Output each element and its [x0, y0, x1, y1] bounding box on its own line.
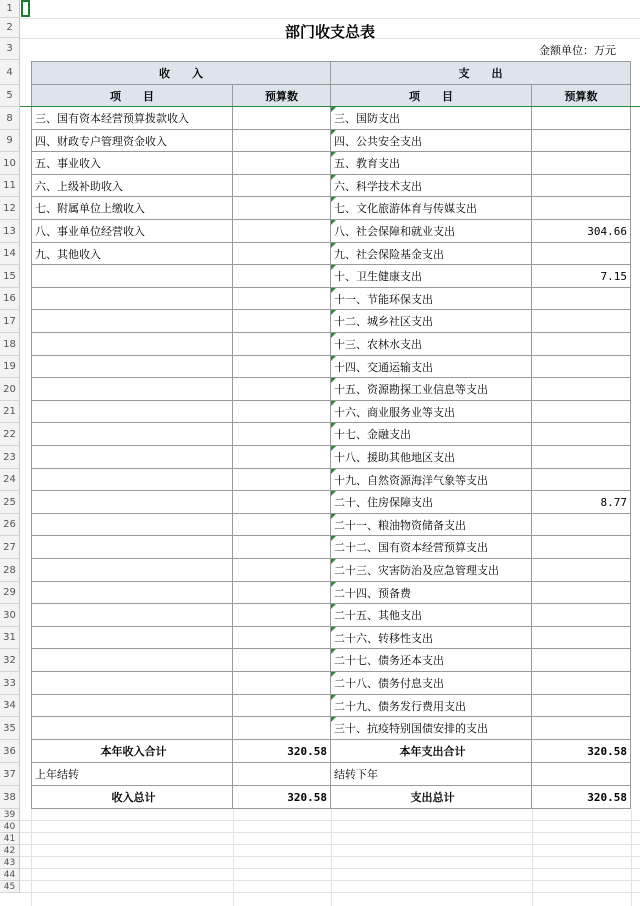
- expense-total-value[interactable]: 320.58: [532, 740, 631, 763]
- expense-budget-cell[interactable]: [532, 310, 631, 333]
- income-budget-cell[interactable]: [233, 175, 331, 197]
- expense-budget-cell[interactable]: 304.66: [532, 220, 631, 243]
- income-budget-cell[interactable]: [233, 220, 331, 243]
- income-item-cell[interactable]: [31, 582, 233, 604]
- comment-marker: [331, 446, 336, 451]
- income-budget-cell[interactable]: [233, 243, 331, 265]
- row-header[interactable]: 21: [0, 401, 20, 423]
- expense-budget-cell[interactable]: [532, 401, 631, 423]
- gridline: [631, 809, 632, 906]
- income-item-cell[interactable]: 九、其他收入: [31, 243, 233, 265]
- comment-marker: [331, 559, 336, 564]
- comment-marker: [331, 582, 336, 587]
- row-header[interactable]: 2: [0, 18, 20, 38]
- income-item-cell[interactable]: [31, 536, 233, 559]
- comment-marker: [331, 672, 336, 677]
- expense-item-cell[interactable]: 十三、农林水支出: [331, 333, 532, 356]
- comment-marker: [331, 649, 336, 654]
- expense-item-cell[interactable]: 十六、商业服务业等支出: [331, 401, 532, 423]
- row-header[interactable]: 9: [0, 130, 20, 152]
- expense-item-cell[interactable]: 八、社会保障和就业支出: [331, 220, 532, 243]
- row-header[interactable]: 27: [0, 536, 20, 559]
- row-header[interactable]: 15: [0, 265, 20, 288]
- expense-budget-cell[interactable]: [532, 288, 631, 310]
- comment-marker: [331, 265, 336, 270]
- row-header[interactable]: 33: [0, 672, 20, 695]
- gridline: [20, 820, 640, 821]
- expense-item-cell[interactable]: 三十、抗疫特别国债安排的支出: [331, 717, 532, 740]
- income-budget-cell[interactable]: [233, 288, 331, 310]
- income-budget-cell[interactable]: [233, 491, 331, 514]
- row-header[interactable]: 3: [0, 38, 20, 60]
- income-budget-cell[interactable]: [233, 695, 331, 717]
- expense-budget-cell[interactable]: [532, 152, 631, 175]
- comment-marker: [331, 514, 336, 519]
- row-header[interactable]: 17: [0, 310, 20, 333]
- income-item-cell[interactable]: [31, 491, 233, 514]
- income-budget-cell[interactable]: [233, 446, 331, 469]
- row-header[interactable]: 39: [0, 809, 20, 821]
- row-header[interactable]: 37: [0, 763, 20, 786]
- row-header[interactable]: 36: [0, 740, 20, 763]
- expense-item-cell[interactable]: 二十四、预备费: [331, 582, 532, 604]
- income-item-cell[interactable]: [31, 356, 233, 378]
- row-header[interactable]: 31: [0, 627, 20, 649]
- income-item-cell[interactable]: [31, 672, 233, 695]
- income-budget-cell[interactable]: [233, 333, 331, 356]
- expense-item-cell[interactable]: 二十九、债务发行费用支出: [331, 695, 532, 717]
- gridline: [532, 809, 533, 906]
- income-budget-cell[interactable]: [233, 197, 331, 220]
- row-header[interactable]: 12: [0, 197, 20, 220]
- expense-item-cell[interactable]: 二十三、灾害防治及应急管理支出: [331, 559, 532, 582]
- expense-budget-cell[interactable]: [532, 672, 631, 695]
- expense-budget-cell[interactable]: [532, 649, 631, 672]
- income-budget-cell[interactable]: [233, 604, 331, 627]
- expense-item-cell[interactable]: 六、科学技术支出: [331, 175, 532, 197]
- expense-item-cell[interactable]: 二十一、粮油物资储备支出: [331, 514, 532, 536]
- row-header[interactable]: 14: [0, 243, 20, 265]
- income-item-cell[interactable]: [31, 514, 233, 536]
- expense-budget-cell[interactable]: [532, 175, 631, 197]
- income-item-cell[interactable]: [31, 333, 233, 356]
- expense-budget-cell[interactable]: [532, 582, 631, 604]
- row-header[interactable]: 16: [0, 288, 20, 310]
- income-header[interactable]: 收 入: [31, 61, 331, 85]
- row-header[interactable]: 35: [0, 717, 20, 740]
- expense-budget-cell[interactable]: [532, 197, 631, 220]
- comment-marker: [331, 107, 336, 112]
- row-header[interactable]: 40: [0, 821, 20, 833]
- gridline: [20, 892, 640, 893]
- expense-item-cell[interactable]: 二十八、债务付息支出: [331, 672, 532, 695]
- row-header[interactable]: 34: [0, 695, 20, 717]
- income-budget-cell[interactable]: [233, 401, 331, 423]
- expense-budget-cell[interactable]: [532, 717, 631, 740]
- expense-budget-header[interactable]: 预算数: [532, 85, 631, 107]
- income-budget-cell[interactable]: [233, 356, 331, 378]
- income-item-cell[interactable]: [31, 446, 233, 469]
- comment-marker: [331, 469, 336, 474]
- expense-item-cell[interactable]: 二十二、国有资本经营预算支出: [331, 536, 532, 559]
- income-item-cell[interactable]: [31, 310, 233, 333]
- expense-item-cell[interactable]: 十四、交通运输支出: [331, 356, 532, 378]
- comment-marker: [331, 356, 336, 361]
- row-header[interactable]: 10: [0, 152, 20, 175]
- row-header[interactable]: 41: [0, 833, 20, 845]
- expense-budget-cell[interactable]: [532, 446, 631, 469]
- income-total-value[interactable]: 320.58: [233, 740, 331, 763]
- gridline: [331, 809, 332, 906]
- expense-item-cell[interactable]: 二十七、债务还本支出: [331, 649, 532, 672]
- expense-budget-cell[interactable]: [532, 604, 631, 627]
- row-header[interactable]: 22: [0, 423, 20, 446]
- comment-marker: [331, 243, 336, 248]
- comment-marker: [331, 378, 336, 383]
- row-header[interactable]: 29: [0, 582, 20, 604]
- income-budget-cell[interactable]: [233, 649, 331, 672]
- row-header[interactable]: 4: [0, 60, 20, 85]
- comment-marker: [331, 401, 336, 406]
- income-budget-cell[interactable]: [233, 310, 331, 333]
- expense-total-value[interactable]: 320.58: [532, 786, 631, 809]
- row-header[interactable]: 45: [0, 881, 20, 893]
- income-budget-cell[interactable]: [233, 152, 331, 175]
- row-header[interactable]: 8: [0, 107, 20, 130]
- income-item-cell[interactable]: [31, 469, 233, 491]
- income-item-cell[interactable]: 八、事业单位经营收入: [31, 220, 233, 243]
- expense-item-cell[interactable]: 二十、住房保障支出: [331, 491, 532, 514]
- income-budget-cell[interactable]: [233, 469, 331, 491]
- expense-total-label[interactable]: 结转下年: [331, 763, 532, 786]
- income-item-cell[interactable]: [31, 378, 233, 401]
- expense-budget-cell[interactable]: [532, 107, 631, 130]
- income-total-label[interactable]: 本年收入合计: [31, 740, 233, 763]
- income-budget-cell[interactable]: [233, 514, 331, 536]
- row-header[interactable]: 23: [0, 446, 20, 469]
- comment-marker: [331, 130, 336, 135]
- gridline: [20, 844, 640, 845]
- income-item-cell[interactable]: 七、附属单位上缴收入: [31, 197, 233, 220]
- row-header[interactable]: 13: [0, 220, 20, 243]
- income-budget-header[interactable]: 预算数: [233, 85, 331, 107]
- expense-budget-cell[interactable]: 8.77: [532, 491, 631, 514]
- income-item-cell[interactable]: [31, 265, 233, 288]
- income-item-cell[interactable]: [31, 649, 233, 672]
- gridline: [31, 809, 32, 906]
- expense-budget-cell[interactable]: [532, 695, 631, 717]
- row-header[interactable]: 25: [0, 491, 20, 514]
- income-budget-cell[interactable]: [233, 582, 331, 604]
- expense-item-cell[interactable]: 十七、金融支出: [331, 423, 532, 446]
- expense-budget-cell[interactable]: [532, 514, 631, 536]
- row-header[interactable]: 5: [0, 85, 20, 107]
- expense-budget-cell[interactable]: [532, 536, 631, 559]
- expense-budget-cell[interactable]: [532, 356, 631, 378]
- expense-header[interactable]: 支 出: [331, 61, 631, 85]
- income-total-value[interactable]: [233, 763, 331, 786]
- comment-marker: [331, 536, 336, 541]
- row-header[interactable]: 28: [0, 559, 20, 582]
- expense-item-cell[interactable]: 三、国防支出: [331, 107, 532, 130]
- row-header[interactable]: 44: [0, 869, 20, 881]
- income-total-label[interactable]: 收入总计: [31, 786, 233, 809]
- expense-budget-cell[interactable]: [532, 469, 631, 491]
- comment-marker: [331, 604, 336, 609]
- income-item-cell[interactable]: [31, 695, 233, 717]
- income-budget-cell[interactable]: [233, 265, 331, 288]
- expense-budget-cell[interactable]: [532, 333, 631, 356]
- row-header[interactable]: 20: [0, 378, 20, 401]
- row-header[interactable]: 1: [0, 0, 20, 18]
- expense-item-cell[interactable]: 四、公共安全支出: [331, 130, 532, 152]
- income-item-cell[interactable]: [31, 401, 233, 423]
- income-budget-cell[interactable]: [233, 107, 331, 130]
- expense-budget-cell[interactable]: [532, 423, 631, 446]
- expense-item-cell[interactable]: 十一、节能环保支出: [331, 288, 532, 310]
- expense-total-value[interactable]: [532, 763, 631, 786]
- comment-marker: [331, 152, 336, 157]
- expense-budget-cell[interactable]: [532, 130, 631, 152]
- income-budget-cell[interactable]: [233, 627, 331, 649]
- income-total-value[interactable]: 320.58: [233, 786, 331, 809]
- comment-marker: [331, 695, 336, 700]
- income-item-cell[interactable]: [31, 423, 233, 446]
- income-budget-cell[interactable]: [233, 559, 331, 582]
- income-budget-cell[interactable]: [233, 423, 331, 446]
- row-header[interactable]: 42: [0, 845, 20, 857]
- unit-label: 金额单位：万元: [539, 44, 616, 57]
- income-item-cell[interactable]: 四、财政专户管理资金收入: [31, 130, 233, 152]
- gridline: [20, 856, 640, 857]
- expense-item-header[interactable]: 项 目: [331, 85, 532, 107]
- comment-marker: [331, 220, 336, 225]
- income-item-cell[interactable]: [31, 627, 233, 649]
- income-item-cell[interactable]: [31, 288, 233, 310]
- comment-marker: [331, 310, 336, 315]
- selected-cell[interactable]: [21, 0, 30, 17]
- row-header[interactable]: 11: [0, 175, 20, 197]
- row-header[interactable]: 24: [0, 469, 20, 491]
- expense-item-cell[interactable]: 二十六、转移性支出: [331, 627, 532, 649]
- expense-item-cell[interactable]: 十五、资源勘探工业信息等支出: [331, 378, 532, 401]
- comment-marker: [331, 288, 336, 293]
- expense-budget-cell[interactable]: [532, 243, 631, 265]
- expense-item-cell[interactable]: 五、教育支出: [331, 152, 532, 175]
- gridline: [20, 880, 640, 881]
- comment-marker: [331, 197, 336, 202]
- income-item-cell[interactable]: [31, 604, 233, 627]
- income-item-cell[interactable]: 五、事业收入: [31, 152, 233, 175]
- row-header[interactable]: 18: [0, 333, 20, 356]
- income-budget-cell[interactable]: [233, 378, 331, 401]
- gridline: [233, 809, 234, 906]
- income-budget-cell[interactable]: [233, 130, 331, 152]
- income-budget-cell[interactable]: [233, 672, 331, 695]
- expense-item-cell[interactable]: 十二、城乡社区支出: [331, 310, 532, 333]
- row-header[interactable]: 43: [0, 857, 20, 869]
- expense-item-cell[interactable]: 二十五、其他支出: [331, 604, 532, 627]
- income-item-cell[interactable]: [31, 559, 233, 582]
- income-budget-cell[interactable]: [233, 717, 331, 740]
- gridline: [20, 832, 640, 833]
- expense-budget-cell[interactable]: [532, 627, 631, 649]
- comment-marker: [331, 627, 336, 632]
- row-header[interactable]: 26: [0, 514, 20, 536]
- expense-item-cell[interactable]: 十、卫生健康支出: [331, 265, 532, 288]
- comment-marker: [331, 491, 336, 496]
- income-item-cell[interactable]: 三、国有资本经营预算拨款收入: [31, 107, 233, 130]
- expense-item-cell[interactable]: 十九、自然资源海洋气象等支出: [331, 469, 532, 491]
- comment-marker: [331, 175, 336, 180]
- income-budget-cell[interactable]: [233, 536, 331, 559]
- expense-item-cell[interactable]: 九、社会保险基金支出: [331, 243, 532, 265]
- freeze-line: [20, 106, 640, 107]
- income-item-header[interactable]: 项 目: [31, 85, 233, 107]
- row-header[interactable]: 19: [0, 356, 20, 378]
- expense-total-label[interactable]: 本年支出合计: [331, 740, 532, 763]
- comment-marker: [331, 717, 336, 722]
- expense-budget-cell[interactable]: [532, 378, 631, 401]
- sheet-title: 部门收支总表: [284, 22, 375, 41]
- income-total-label[interactable]: 上年结转: [31, 763, 233, 786]
- income-item-cell[interactable]: [31, 717, 233, 740]
- expense-total-label[interactable]: 支出总计: [331, 786, 532, 809]
- comment-marker: [331, 423, 336, 428]
- expense-budget-cell[interactable]: 7.15: [532, 265, 631, 288]
- row-header[interactable]: 30: [0, 604, 20, 627]
- expense-item-cell[interactable]: 十八、援助其他地区支出: [331, 446, 532, 469]
- expense-item-cell[interactable]: 七、文化旅游体育与传媒支出: [331, 197, 532, 220]
- row-header[interactable]: 38: [0, 786, 20, 809]
- comment-marker: [331, 333, 336, 338]
- gridline: [20, 868, 640, 869]
- income-item-cell[interactable]: 六、上级补助收入: [31, 175, 233, 197]
- expense-budget-cell[interactable]: [532, 559, 631, 582]
- row-header[interactable]: 32: [0, 649, 20, 672]
